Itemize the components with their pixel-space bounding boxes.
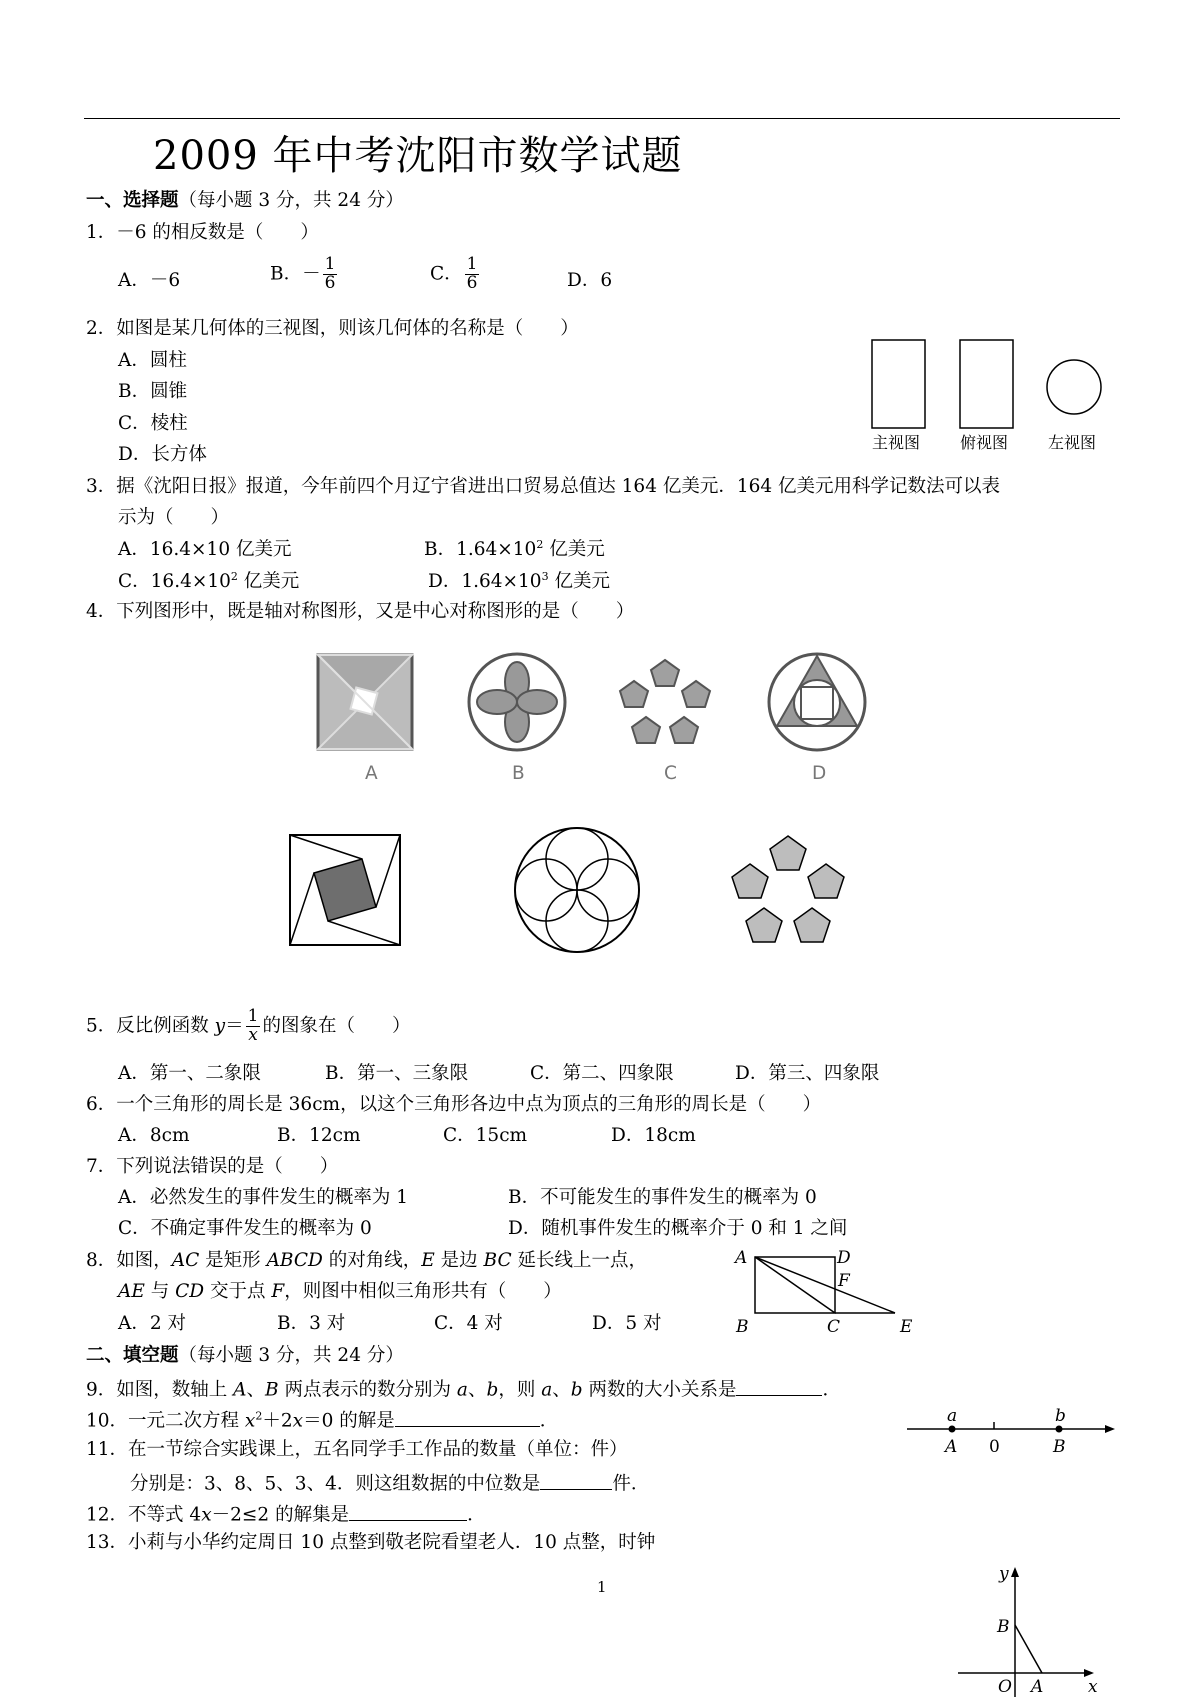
q6-option-c: C．15cm — [443, 1125, 528, 1146]
q1-option-d: D．6 — [567, 270, 613, 291]
q9-A: A — [233, 1379, 247, 1401]
q8-stem-line2 — [118, 1281, 562, 1303]
q5-stem-post: 的图象在（ ） — [262, 1015, 411, 1037]
axis-label-A: A — [945, 1437, 958, 1457]
q9-sep2: 、 — [467, 1379, 487, 1401]
q5-stem — [86, 1008, 410, 1045]
q1-b-num: 1 — [324, 254, 336, 274]
line-ae — [755, 1257, 895, 1313]
q8-l1-post: 延长线上一点， — [511, 1250, 648, 1271]
section1-heading: 一、选择题 — [86, 190, 179, 211]
q2-option-a: A．圆柱 — [118, 350, 187, 371]
figure-d-label: D — [812, 763, 827, 784]
q9-mid2: ，则 — [498, 1379, 542, 1401]
four-circles-figure — [515, 828, 639, 952]
q8-l1-mid3: 是边 — [434, 1250, 484, 1271]
q9-mid: 两点表示的数分别为 — [278, 1379, 457, 1401]
q8-option-b: B．3 对 — [277, 1313, 346, 1334]
q1-stem: 1．－6 的相反数是（ ） — [86, 222, 319, 243]
q13-stem-line1: 13．小莉与小华约定周日 10 点整到敬老院看望老人．10 点整，时钟 — [86, 1532, 656, 1553]
q3-option-c — [118, 571, 299, 593]
q3-option-a: A．16.4×10 亿美元 — [118, 539, 292, 560]
axis-label-zero: 0 — [989, 1437, 1000, 1457]
q2-option-d: D．长方体 — [118, 444, 207, 465]
q11-stem-line1: 11．在一节综合实践课上，五名同学手工作品的数量（单位：件） — [86, 1439, 628, 1460]
q8-l2-post: ，则图中相似三角形共有（ ） — [284, 1281, 562, 1302]
label-a: A — [735, 1248, 748, 1268]
q7-option-c: C．不确定事件发生的概率为 0 — [118, 1218, 372, 1239]
side-view-circle — [1047, 360, 1101, 414]
coordinate-axes-figure — [958, 1565, 1118, 1698]
q4-figures-row2 — [280, 825, 870, 965]
pinwheel-square-figure — [290, 835, 400, 945]
q7-stem: 7．下列说法错误的是（ ） — [86, 1156, 339, 1177]
q9-sep: 、 — [246, 1379, 266, 1401]
q8-cd: CD — [175, 1281, 205, 1302]
q8-rectangle-figure — [730, 1245, 930, 1340]
front-view-label: 主视图 — [872, 433, 921, 452]
q8-option-d: D．5 对 — [592, 1313, 662, 1334]
q1-b-den: 6 — [324, 272, 336, 293]
q6-option-b: B．12cm — [277, 1125, 361, 1146]
q10-end: ． — [539, 1410, 559, 1432]
figure-b-label: B — [512, 763, 525, 784]
axis-label-b: b — [1055, 1406, 1066, 1426]
q8-ae: AE — [118, 1281, 145, 1302]
q8-option-c: C．4 对 — [434, 1313, 503, 1334]
q1-c-prefix: C． — [430, 263, 463, 285]
q10-x: x — [244, 1410, 256, 1432]
number-line-figure — [905, 1405, 1120, 1460]
q10-mid: ＋2 — [262, 1410, 293, 1432]
origin-label: O — [998, 1677, 1012, 1697]
q5-num: 1 — [247, 1006, 259, 1026]
q8-l1-mid: 是矩形 — [199, 1250, 267, 1271]
q3-b-base: B．1.64×10 — [424, 539, 537, 560]
q1-option-b — [270, 256, 339, 293]
q11-end: 件． — [612, 1473, 650, 1495]
side-view-label: 左视图 — [1048, 433, 1097, 452]
section2-note: （每小题 3 分，共 24 分） — [178, 1345, 404, 1366]
point-b-label: B — [997, 1617, 1010, 1637]
q3-b-unit: 亿美元 — [543, 539, 605, 560]
q10-post: ＝0 的解是 — [303, 1410, 395, 1432]
q2-stem: 2．如图是某几何体的三视图，则该几何体的名称是（ ） — [86, 318, 579, 339]
q8-bc: BC — [483, 1250, 512, 1271]
q8-f: F — [271, 1281, 285, 1302]
q4-stem: 4．下列图形中，既是轴对称图形，又是中心对称图形的是（ ） — [86, 601, 635, 622]
q1-option-a: A．－6 — [118, 270, 181, 291]
q8-ac: AC — [171, 1250, 200, 1271]
figure-a-label: A — [365, 763, 378, 784]
q9-post: 两数的大小关系是 — [582, 1379, 737, 1401]
q3-d-base: D．1.64×10 — [428, 571, 542, 592]
figure-b — [469, 654, 565, 750]
q7-option-d: D．随机事件发生的概率介于 0 和 1 之间 — [508, 1218, 848, 1239]
q9-B: B — [265, 1379, 279, 1401]
q5-fraction — [246, 1008, 261, 1045]
point-a-label: A — [1031, 1677, 1044, 1697]
q11-stem-line2 — [130, 1470, 649, 1496]
y-arrow-icon — [1011, 1567, 1019, 1577]
q5-option-c: C．第二、四象限 — [530, 1063, 674, 1084]
label-b: B — [736, 1317, 749, 1337]
q10-x2: x — [292, 1410, 304, 1432]
q3-d-exp: 3 — [541, 569, 549, 583]
axis-y-label: y — [999, 1564, 1009, 1584]
section2-header — [86, 1345, 404, 1367]
q8-l2-mid: 与 — [144, 1281, 176, 1302]
q5-option-b: B．第一、三象限 — [325, 1063, 469, 1084]
q6-option-d: D．18cm — [611, 1125, 696, 1146]
front-view-rect — [872, 340, 925, 428]
figure-a — [318, 655, 412, 749]
section1-note: （每小题 3 分，共 24 分） — [178, 190, 404, 211]
label-f: F — [838, 1271, 850, 1291]
q1-c-den: 6 — [466, 272, 478, 293]
q12-pre: 12．不等式 4 — [86, 1504, 202, 1526]
q12-answer-blank[interactable] — [349, 1501, 467, 1521]
axis-x-label: x — [1088, 1677, 1098, 1697]
q6-stem: 6．一个三角形的周长是 36cm，以这个三角形各边中点为顶点的三角形的周长是（ ） — [86, 1094, 822, 1115]
q9-sep3: 、 — [552, 1379, 571, 1401]
q2-option-b: B．圆锥 — [118, 381, 188, 402]
q1-c-num: 1 — [466, 254, 478, 274]
top-view-rect — [960, 340, 1013, 428]
axis-label-B: B — [1053, 1437, 1066, 1457]
q9-a2: a — [541, 1379, 553, 1401]
q9-pre: 9．如图，数轴上 — [86, 1379, 234, 1401]
q8-e: E — [421, 1250, 435, 1271]
figure-c-label: C — [664, 763, 677, 784]
q3-b-exp: 2 — [536, 537, 544, 551]
q3-option-b — [424, 539, 605, 561]
figure-d — [769, 654, 865, 750]
q3-stem-line2: 示为（ ） — [118, 507, 230, 528]
q10-stem — [86, 1407, 558, 1433]
q2-option-c: C．棱柱 — [118, 413, 188, 434]
q12-end: ． — [467, 1504, 486, 1526]
q5-eq: ＝ — [225, 1015, 244, 1037]
q10-exp: 2 — [255, 1409, 263, 1423]
q9-a: a — [456, 1379, 468, 1401]
q1-option-c — [430, 256, 481, 293]
q11-answer-blank[interactable] — [540, 1470, 612, 1490]
q8-l1-pre: 8．如图， — [86, 1250, 172, 1271]
q7-option-a: A．必然发生的事件发生的概率为 1 — [118, 1187, 409, 1208]
q12-x: x — [201, 1504, 212, 1526]
figure-c — [620, 660, 710, 743]
section2-heading: 二、填空题 — [86, 1345, 179, 1366]
q5-option-d: D．第三、四象限 — [735, 1063, 880, 1084]
top-rule — [84, 118, 1120, 119]
q11-line2-text: 分别是：3、8、5、3、4．则这组数据的中位数是 — [130, 1473, 541, 1495]
q5-y: y — [214, 1015, 226, 1037]
axis-label-a: a — [947, 1406, 958, 1426]
q8-stem-line1 — [86, 1250, 647, 1272]
q9-end: ． — [822, 1379, 841, 1401]
q8-l2-mid2: 交于点 — [204, 1281, 272, 1302]
q5-stem-pre: 5．反比例函数 — [86, 1015, 215, 1037]
q3-d-unit: 亿美元 — [548, 571, 610, 592]
q5-option-a: A．第一、二象限 — [118, 1063, 261, 1084]
q1-c-fraction — [465, 256, 480, 293]
q1-b-prefix: B．－ — [270, 263, 321, 285]
q5-den: x — [248, 1024, 258, 1045]
q8-option-a: A．2 对 — [118, 1313, 187, 1334]
q9-answer-blank[interactable] — [736, 1376, 822, 1396]
q8-l1-mid2: 的对角线， — [322, 1250, 422, 1271]
q3-c-exp: 2 — [230, 569, 238, 583]
q8-abcd: ABCD — [266, 1250, 323, 1271]
q7-option-b: B．不可能发生的事件发生的概率为 0 — [508, 1187, 817, 1208]
q12-post: －2≤2 的解集是 — [211, 1504, 350, 1526]
label-e: E — [900, 1317, 913, 1337]
q1-b-fraction — [323, 256, 338, 293]
q6-option-a: A．8cm — [118, 1125, 190, 1146]
q9-b: b — [486, 1379, 499, 1401]
x-arrow-icon — [1084, 1669, 1094, 1677]
page-number: 1 — [597, 1578, 607, 1596]
arrow-head-icon — [1105, 1425, 1115, 1433]
page-title: 2009 年中考沈阳市数学试题 — [153, 133, 683, 179]
q9-b2: b — [570, 1379, 583, 1401]
point-a-dot — [949, 1426, 956, 1433]
q10-answer-blank[interactable] — [395, 1407, 540, 1427]
q3-stem-line1: 3．据《沈阳日报》报道，今年前四个月辽宁省进出口贸易总值达 164 亿美元．164 亿美元用科学记数法可以表 — [86, 476, 1001, 497]
section1-header — [86, 190, 404, 212]
q12-stem — [86, 1501, 486, 1527]
five-pentagons-figure — [732, 836, 844, 942]
q3-option-d — [428, 571, 610, 593]
q3-c-base: C．16.4×10 — [118, 571, 231, 592]
label-d: D — [837, 1248, 851, 1268]
label-c: C — [827, 1317, 841, 1337]
segment-ab — [1015, 1625, 1042, 1673]
q10-pre: 10．一元二次方程 — [86, 1410, 245, 1432]
q9-stem — [86, 1376, 841, 1402]
point-b-dot — [1056, 1426, 1063, 1433]
top-view-label: 俯视图 — [960, 433, 1009, 452]
q3-c-unit: 亿美元 — [237, 571, 300, 592]
